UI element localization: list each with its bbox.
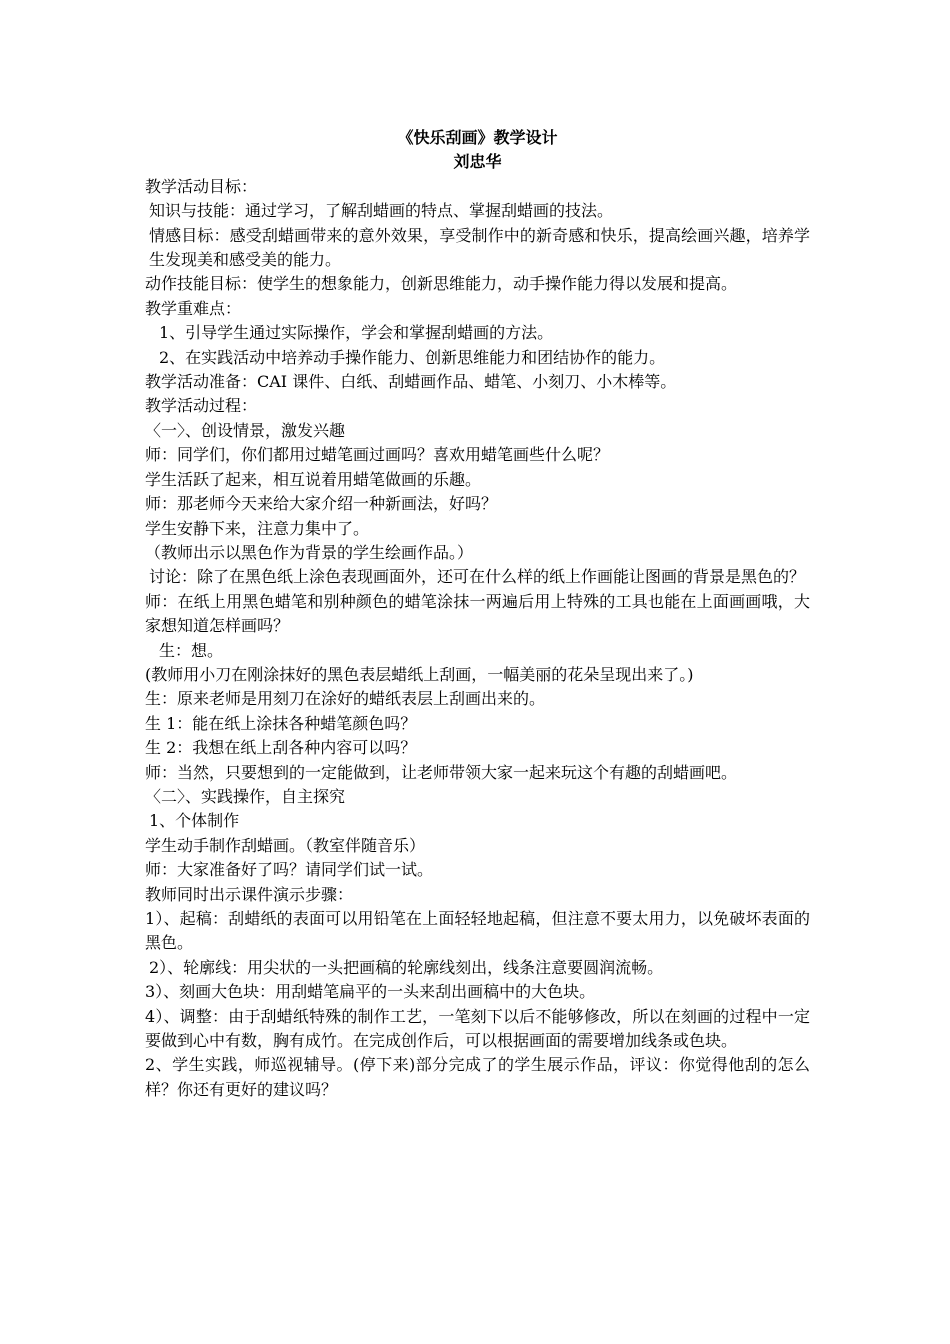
paragraph: （教师出示以黑色作为背景的学生绘画作品。） bbox=[145, 542, 474, 562]
paragraph: 生：想。 bbox=[159, 640, 224, 660]
paragraph: 2、学生实践，师巡视辅导。(停下来)部分完成了的学生展示作品，评议：你觉得他刮的怎么样？你还有更好的建议吗？ bbox=[145, 1055, 810, 1099]
paragraph: 情感目标：感受刮蜡画带来的意外效果，享受制作中的新奇感和快乐，提高绘画兴趣，培养学生发现美和感受美的能力。 bbox=[149, 225, 810, 270]
paragraph: 学生安静下来，注意力集中了。 bbox=[145, 518, 370, 538]
paragraph: 3）、刻画大色块：用刮蜡笔扁平的一头来刮出画稿中的大色块。 bbox=[145, 982, 596, 1002]
paragraph: 讨论：除了在黑色纸上涂色表现画面外，还可在什么样的纸上作画能让图画的背景是黑色的？ bbox=[149, 567, 806, 587]
paragraph: 师：同学们，你们都用过蜡笔画过画吗？喜欢用蜡笔画些什么呢？ bbox=[145, 445, 610, 465]
paragraph: 学生动手制作刮蜡画。（教室伴随音乐） bbox=[145, 835, 426, 855]
paragraph: 4）、调整：由于刮蜡纸特殊的制作工艺，一笔刻下以后不能够修改，所以在刻画的过程中一定要做到心中有数，胸有成竹。在完成创作后，可以根据画面的需要增加线条或色块。 bbox=[145, 1006, 810, 1051]
paragraph: 教学活动目标： bbox=[145, 176, 258, 196]
paragraph: 师：当然，只要想到的一定能做到，让老师带领大家一起来玩这个有趣的刮蜡画吧。 bbox=[145, 762, 738, 782]
paragraph: 生 2：我想在纸上刮各种内容可以吗？ bbox=[145, 738, 417, 758]
paragraph: 2）、轮廓线：用尖状的一头把画稿的轮廓线刻出，线条注意要圆润流畅。 bbox=[149, 957, 664, 977]
paragraph: 1、个体制作 bbox=[149, 811, 240, 831]
paragraph: 1）、起稿：刮蜡纸的表面可以用铅笔在上面轻轻地起稿，但注意不要太用力，以免破坏表面的黑色。 bbox=[145, 909, 810, 953]
paragraph: 生：原来老师是用刻刀在涂好的蜡纸表层上刮画出来的。 bbox=[145, 689, 546, 709]
paragraph: (教师用小刀在刚涂抹好的黑色表层蜡纸上刮画，一幅美丽的花朵呈现出来了。) bbox=[145, 664, 694, 684]
section-heading: 〈二〉、实践操作，自主探究 bbox=[145, 786, 346, 806]
document-body bbox=[145, 126, 810, 1102]
paragraph: 动作技能目标：使学生的想象能力，创新思维能力，动手操作能力得以发展和提高。 bbox=[145, 274, 738, 294]
paragraph: 师：大家准备好了吗？请同学们试一试。 bbox=[145, 860, 434, 880]
paragraph: 教师同时出示课件演示步骤： bbox=[145, 884, 354, 904]
paragraph: 教学活动过程： bbox=[145, 396, 258, 416]
paragraph: 1、引导学生通过实际操作，学会和掌握刮蜡画的方法。 bbox=[159, 323, 554, 343]
paragraph: 师：在纸上用黑色蜡笔和别种颜色的蜡笔涂抹一两遍后用上特殊的工具也能在上面画画哦，大家想知道怎样画吗？ bbox=[145, 591, 810, 636]
paragraph: 教学活动准备：CAI 课件、白纸、刮蜡画作品、蜡笔、小刻刀、小木棒等。 bbox=[145, 372, 677, 392]
paragraph: 知识与技能：通过学习，了解刮蜡画的特点、掌握刮蜡画的技法。 bbox=[149, 201, 614, 221]
paragraph: 师：那老师今天来给大家介绍一种新画法，好吗？ bbox=[145, 494, 498, 514]
document-author: 刘忠华 bbox=[453, 152, 502, 172]
document-title: 《快乐刮画》教学设计 bbox=[397, 128, 558, 147]
paragraph: 学生活跃了起来，相互说着用蜡笔做画的乐趣。 bbox=[145, 469, 482, 489]
paragraph: 教学重难点： bbox=[145, 298, 242, 318]
paragraph: 2、在实践活动中培养动手操作能力、创新思维能力和团结协作的能力。 bbox=[159, 347, 666, 367]
paragraph: 生 1：能在纸上涂抹各种蜡笔颜色吗？ bbox=[145, 713, 417, 733]
section-heading: 〈一〉、创设情景，激发兴趣 bbox=[145, 420, 346, 440]
